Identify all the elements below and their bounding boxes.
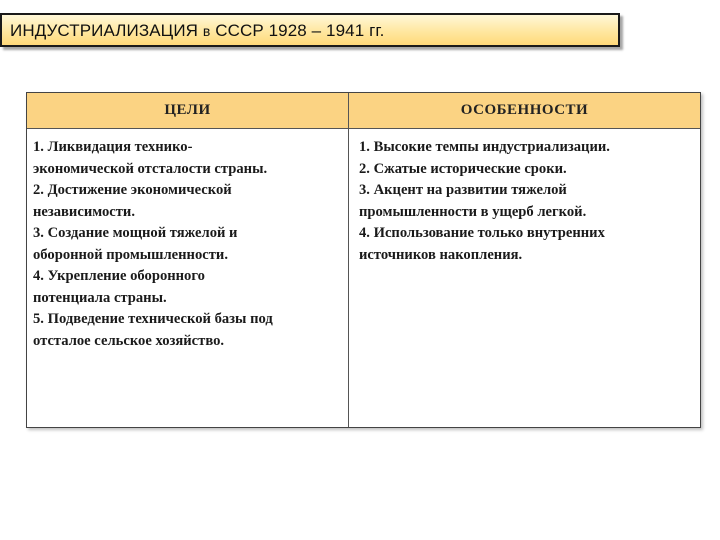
features-line: 3. Акцент на развитии тяжелой [359, 182, 567, 198]
page-title [10, 21, 384, 41]
features-line: промышленности в ущерб легкой. [359, 203, 587, 220]
header-goals: ЦЕЛИ [27, 93, 349, 129]
goals-line: 4. Укрепление оборонного [33, 268, 205, 284]
features-line: источников накопления. [359, 246, 523, 263]
goals-line: экономической отсталости страны. [33, 160, 268, 177]
header-features: ОСОБЕННОСТИ [349, 93, 700, 129]
features-line: 2. Сжатые исторические сроки. [359, 160, 567, 177]
goals-line: оборонной промышленности. [33, 246, 228, 263]
goals-line: потенциала страны. [33, 289, 167, 306]
title-banner [0, 13, 620, 47]
features-line: 1. Высокие темпы индустриализации. [359, 139, 610, 155]
features-cell [349, 129, 700, 427]
goals-line: 5. Подведение технической базы под [33, 311, 273, 327]
goals-cell [27, 129, 349, 427]
goals-line: отсталое сельское хозяйство. [33, 332, 225, 349]
title-part-industrialization: ИНДУСТРИАЛИЗАЦИЯ [10, 21, 199, 40]
title-part-ussr-years: СССР 1928 – 1941 гг. [215, 21, 385, 40]
goals-features-table [26, 92, 701, 428]
goals-line: 1. Ликвидация технико- [33, 139, 193, 155]
goals-line: 3. Создание мощной тяжелой и [33, 225, 238, 241]
goals-line: независимости. [33, 203, 135, 220]
title-part-preposition: в [202, 23, 211, 39]
features-line: 4. Использование только внутренних [359, 225, 605, 241]
goals-line: 2. Достижение экономической [33, 182, 232, 198]
